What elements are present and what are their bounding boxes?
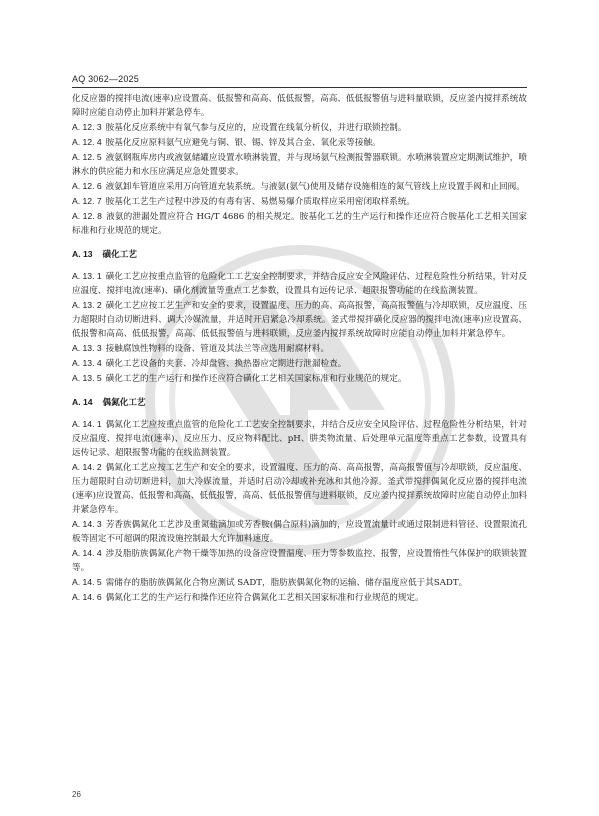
clause-text: 液氨钢瓶库房内或液氨储罐应设置水喷淋装置，并与现场氨气检测报警器联锁。水喷淋装置应定期测试维护，喷淋水的供应能力和水压应满足应急处置要求。 bbox=[72, 153, 527, 177]
clause-number: A. 13. 2 bbox=[72, 300, 102, 310]
clause-number: A. 13. 1 bbox=[72, 271, 102, 281]
clause-text: 涉及脂肪族偶氮化产物干燥等加热的设备应设置温度、压力等参数监控、报警，应设置惰性气体保护的联锁装置等。 bbox=[72, 549, 527, 573]
section-title: 磺化工艺 bbox=[102, 249, 137, 259]
clause-a14-1 bbox=[72, 417, 527, 460]
clause-number: A. 12. 8 bbox=[72, 211, 102, 221]
clause-text: 胺基化反应系统中有氧气参与反应的，应设置在线氧分析仪，并进行联锁控制。 bbox=[105, 123, 407, 133]
section-a13-clauses bbox=[72, 269, 527, 386]
clause-number: A. 14. 2 bbox=[72, 462, 102, 472]
clause-number: A. 13. 5 bbox=[72, 373, 102, 383]
clause-number: A. 12. 4 bbox=[72, 137, 102, 147]
section-a12-clauses bbox=[72, 120, 527, 238]
section-a14-clauses bbox=[72, 417, 527, 605]
clause-text: 偶氮化工艺应按重点监管的危险化工工艺安全控制要求，并结合反应安全风险评估、过程危险性分析结果，针对反应温度、搅拌电流(速率)、反应压力、反应物料配比、pH、肼类物流量、后处理单元温度等重点工艺参数，设置具有远传记录、超限报警功能的在线监测装置。 bbox=[72, 420, 527, 458]
continued-paragraph: 化反应器的搅拌电流(速率)应设置高、低报警和高高、低低报警，高高、低低报警值与进料量联锁，反应釜内搅拌系统故障时应能自动停止加料并紧急停车。 bbox=[72, 94, 527, 118]
page-number: 26 bbox=[72, 790, 81, 799]
clause-a14-3 bbox=[72, 517, 527, 546]
clause-a12-7 bbox=[72, 194, 527, 209]
clause-number: A. 14. 3 bbox=[72, 519, 102, 529]
clause-text: 偶氮化工艺应按工艺生产和安全的要求，设置温度、压力的高、高高报警，高高报警值与冷却联锁，反应温度、压力超限时自动切断进料，加大冷媒流量，并适时启动冷却或补充冰和其他冷源。釜式带搅拌偶氮化反应器的搅拌电流(速率)应设置高、低报警和高高、低低报警，高高、低低报警值与进料联锁，反应釜内搅拌系统故障时应能自动停止加料并紧急停车。 bbox=[72, 463, 527, 515]
clause-number: A. 14. 6 bbox=[72, 592, 102, 602]
clause-a13-2 bbox=[72, 298, 527, 341]
clause-number: A. 12. 5 bbox=[72, 152, 102, 162]
clause-number: A. 12. 3 bbox=[72, 122, 102, 132]
section-number: A. 13 bbox=[72, 249, 93, 259]
clause-text: 需储存的脂肪族偶氮化合物应测试 SADT，脂肪族偶氮化物的运输、储存温度应低于其SADT。 bbox=[105, 578, 468, 588]
clause-text: 芳香族偶氮化工艺涉及重氮盐滴加或芳香胺(偶合原料)滴加的，应设置流量计或通过限制进料管径、设置限流孔板等固定不可超调的限流设施控制最大允许加料速度。 bbox=[72, 520, 527, 544]
clause-a12-8 bbox=[72, 209, 527, 238]
clause-a12-5 bbox=[72, 150, 527, 179]
section-heading-a14 bbox=[72, 395, 527, 409]
clause-a13-5 bbox=[72, 371, 527, 386]
clause-a12-6 bbox=[72, 179, 527, 194]
clause-number: A. 12. 6 bbox=[72, 181, 102, 191]
clause-number: A. 14. 4 bbox=[72, 548, 102, 558]
clause-a13-3 bbox=[72, 341, 527, 356]
clause-a12-4 bbox=[72, 135, 527, 150]
clause-number: A. 14. 1 bbox=[72, 419, 102, 429]
clause-a14-6 bbox=[72, 590, 527, 605]
clause-a14-4 bbox=[72, 546, 527, 575]
clause-text: 接触腐蚀性物料的设备、管道及其法兰等应选用耐腐材料。 bbox=[105, 344, 330, 354]
header-rule bbox=[72, 87, 527, 88]
clause-number: A. 12. 7 bbox=[72, 196, 102, 206]
clause-number: A. 13. 3 bbox=[72, 343, 102, 353]
clause-text: 磺化工艺应按工艺生产和安全的要求，设置温度、压力的高、高高报警，高高报警值与冷却联锁，反应温度、压力超限时自动切断进料、调大冷媒流量，并适时开启紧急冷却系统。釜式带搅拌磺化反应器的搅拌电流(速率)应设置高、低报警和高高、低低报警，高高、低低报警值与进料联锁，反应釜内搅拌系统故障时应能自动停止加料并紧急停车。 bbox=[72, 301, 527, 339]
clause-text: 胺基化工艺生产过程中涉及的有毒有害、易燃易爆介质取样应采用密闭取样系统。 bbox=[105, 197, 416, 207]
clause-a13-1 bbox=[72, 269, 527, 298]
clause-a13-4 bbox=[72, 356, 527, 371]
clause-text: 磺化工艺的生产运行和操作还应符合磺化工艺相关国家标准和行业规范的规定。 bbox=[105, 374, 407, 384]
document-code: AQ 3062—2025 bbox=[72, 74, 139, 84]
section-number: A. 14 bbox=[72, 397, 93, 407]
clause-number: A. 13. 4 bbox=[72, 358, 102, 368]
clause-a14-5 bbox=[72, 575, 527, 590]
clause-number: A. 14. 5 bbox=[72, 577, 102, 587]
section-heading-a13 bbox=[72, 247, 527, 261]
main-content bbox=[72, 92, 527, 605]
clause-text: 磺化工艺应按重点监管的危险化工工艺安全控制要求，并结合反应安全风险评估、过程危险性分析结果，针对反应温度、搅拌电流(速率)、磺化剂流量等重点工艺参数，设置具有远传记录、超限报警功能的在线监测装置。 bbox=[72, 272, 527, 296]
clause-text: 偶氮化工艺的生产运行和操作还应符合偶氮化工艺相关国家标准和行业规范的规定。 bbox=[105, 593, 424, 603]
clause-text: 液氨卸车管道应采用万向管道充装系统。与液氨(氨气)使用及储存设施相连的氮气管线上应设置手阀和止回阀。 bbox=[105, 182, 525, 192]
clause-text: 液氨的泄漏处置应符合 HG/T 4686 的相关规定。胺基化工艺的生产运行和操作还应符合胺基化工艺相关国家标准和行业规范的规定。 bbox=[72, 212, 527, 236]
clause-text: 磺化工艺设备的夹套、冷却盘管、换热器应定期进行泄漏检查。 bbox=[105, 359, 347, 369]
clause-a12-3 bbox=[72, 120, 527, 135]
section-title: 偶氮化工艺 bbox=[102, 397, 146, 407]
clause-a14-2 bbox=[72, 460, 527, 517]
clause-text: 胺基化反应原料氨气应避免与铜、银、锡、锌及其合金、氧化汞等接触。 bbox=[105, 138, 381, 148]
